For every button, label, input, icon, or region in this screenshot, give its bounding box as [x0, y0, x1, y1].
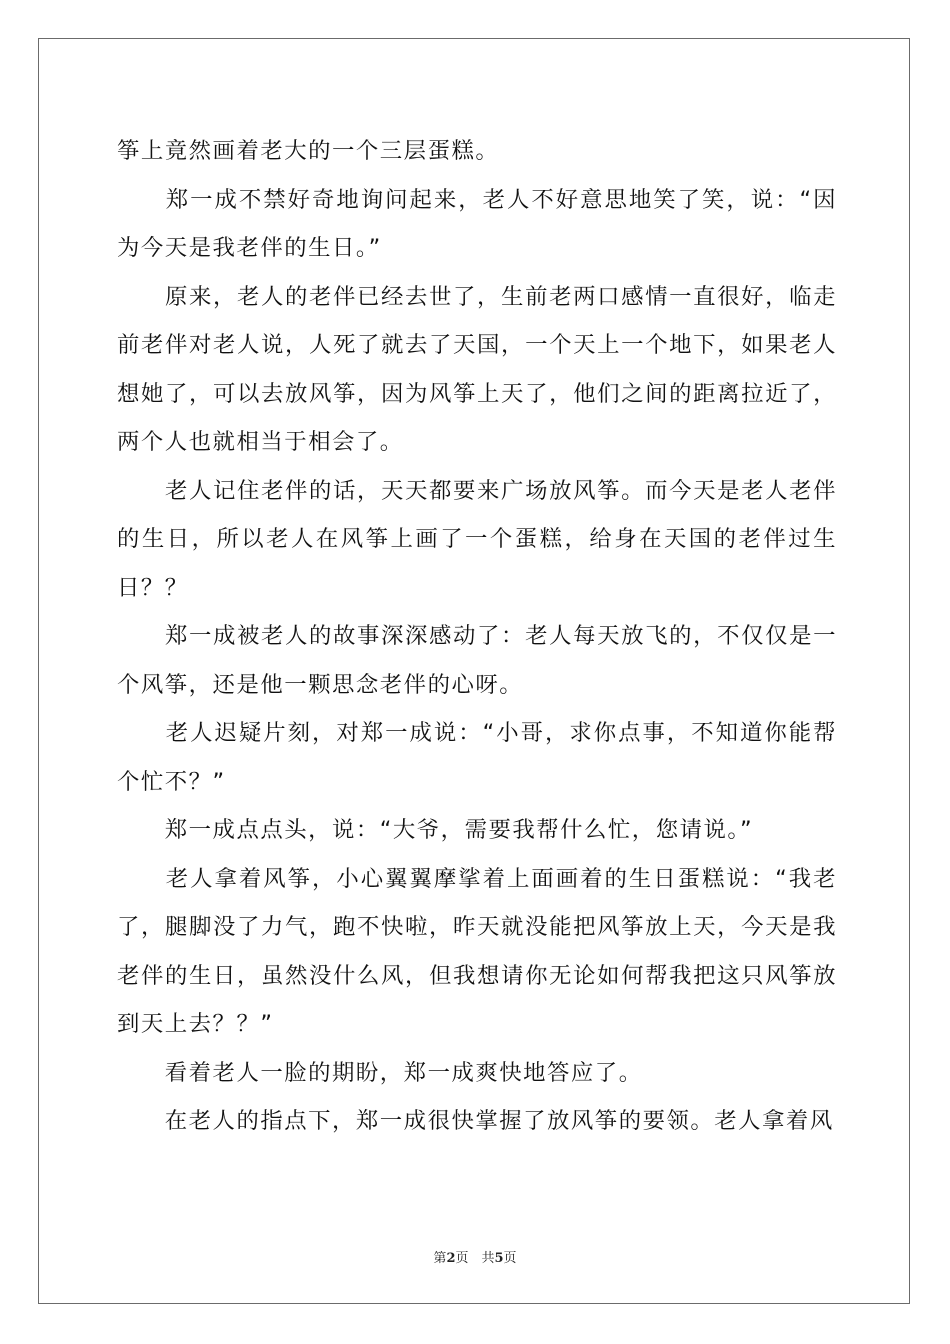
footer-page-suffix: 页 共 — [455, 1251, 495, 1266]
footer-page-prefix: 第 — [433, 1251, 447, 1266]
footer-total-suffix: 页 — [503, 1251, 517, 1266]
paragraph: 郑一成被老人的故事深深感动了：老人每天放飞的，不仅仅是一个风筝，还是他一颗思念老伴的心呀。 — [117, 623, 837, 698]
paragraph: 老人拿着风筝，小心翼翼摩挲着上面画着的生日蛋糕说：“我老了，腿脚没了力气，跑不快啦，昨天就没能把风筝放上天，今天是我老伴的生日，虽然没什么风，但我想请你无论如何帮我把这只风筝放到天上去？？” — [117, 865, 837, 1037]
paragraph: 老人记住老伴的话，天天都要来广场放风筝。而今天是老人老伴的生日，所以老人在风筝上画了一个蛋糕，给身在天国的老伴过生日？？ — [117, 477, 837, 601]
footer-total-pages: 5 — [494, 1251, 504, 1266]
paragraph: 筝上竟然画着老大的一个三层蛋糕。 — [117, 138, 500, 164]
page-footer — [0, 1247, 950, 1266]
footer-current-page: 2 — [446, 1251, 456, 1266]
paragraph: 郑一成不禁好奇地询问起来，老人不好意思地笑了笑，说：“因为今天是我老伴的生日。” — [117, 186, 837, 261]
paragraph: 在老人的指点下，郑一成很快掌握了放风筝的要领。老人拿着风 — [117, 1108, 834, 1134]
paragraph: 老人迟疑片刻，对郑一成说：“小哥，求你点事，不知道你能帮个忙不？” — [117, 720, 837, 795]
document-body — [117, 127, 837, 1146]
paragraph: 郑一成点点头，说：“大爷，需要我帮什么忙，您请说。” — [117, 817, 754, 843]
paragraph: 原来，老人的老伴已经去世了，生前老两口感情一直很好，临走前老伴对老人说，人死了就去了天国，一个天上一个地下，如果老人想她了，可以去放风筝，因为风筝上天了，他们之间的距离拉近了，两个人也就相当于相会了。 — [117, 283, 837, 455]
paragraph: 看着老人一脸的期盼，郑一成爽快地答应了。 — [117, 1059, 643, 1086]
